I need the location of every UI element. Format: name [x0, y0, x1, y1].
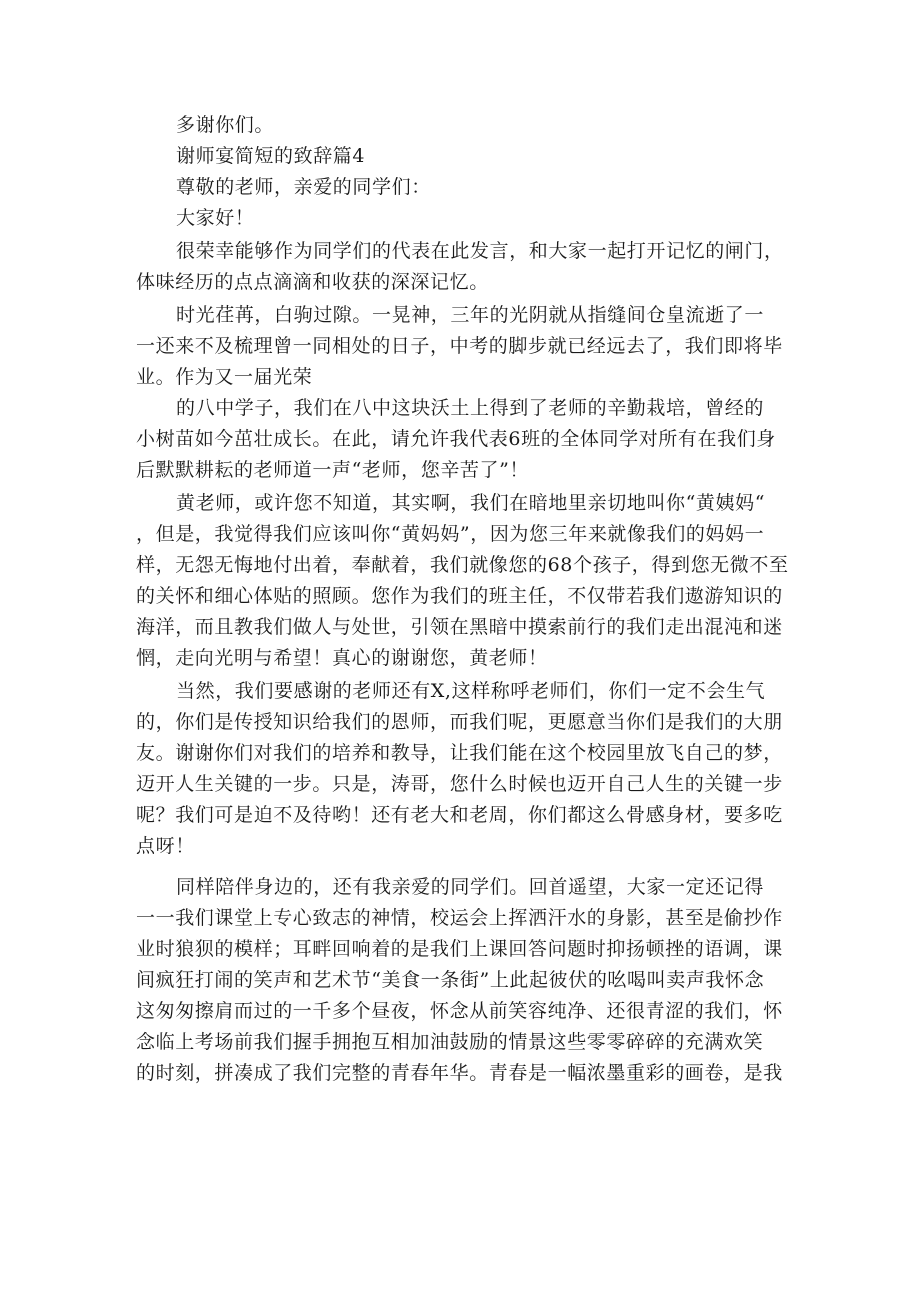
- paragraph-line: 的时刻，拼凑成了我们完整的青春年华。青春是一幅浓墨重彩的画卷，是我: [136, 1062, 783, 1084]
- paragraph-line: 小树苗如今茁壮成长。在此，请允许我代表6班的全体同学对所有在我们身: [136, 428, 776, 450]
- paragraph-line: 多谢你们。: [176, 114, 275, 136]
- paragraph-line: 时光荏苒，白驹过隙。一晃神，三年的光阴就从指缝间仓皇流逝了一: [176, 304, 765, 326]
- paragraph-line: 的关怀和细心体贴的照顾。您作为我们的班主任，不仅带若我们遨游知识的: [136, 585, 783, 607]
- paragraph-line: 间疯狂打闹的笑声和艺术节“美食一条街”上此起彼伏的吆喝叫卖声我怀念: [136, 969, 765, 991]
- paragraph-line: 的八中学子，我们在八中这块沃土上得到了老师的辛勤栽培，曾经的: [176, 397, 765, 419]
- paragraph-line: 业时狼狈的模样；耳畔回响着的是我们上课回答问题时抑扬顿挫的语调，课: [136, 938, 783, 960]
- paragraph-line: 点呀！: [136, 835, 195, 857]
- paragraph-line: 迈开人生关键的一步。只是，涛哥，您什么时候也迈开自己人生的关键一步: [136, 773, 783, 795]
- paragraph-line: 一还来不及梳理曾一同相处的日子，中考的脚步就已经远去了，我们即将毕: [136, 335, 783, 357]
- paragraph-line: 的，你们是传授知识给我们的恩师，而我们呢，更愿意当你们是我们的大朋: [136, 711, 783, 733]
- paragraph-line: 样，无怨无悔地付出着，奉献着，我们就像您的68个孩子，得到您无微不至: [136, 554, 789, 576]
- paragraph-line: 黄老师，或许您不知道，其实啊，我们在暗地里亲切地叫你“黄姨妈“: [176, 492, 766, 514]
- section-heading: 谢师宴简短的致辞篇4: [176, 145, 366, 167]
- salutation: 尊敬的老师，亲爱的同学们：: [176, 176, 431, 198]
- paragraph-line: 很荣幸能够作为同学们的代表在此发言，和大家一起打开记忆的闸门，: [176, 240, 784, 262]
- paragraph-line: 海洋，而且教我们做人与处世，引领在黑暗中摸索前行的我们走出混沌和迷: [136, 616, 783, 638]
- paragraph-line: 这匆匆擦肩而过的一千多个昼夜，怀念从前笑容纯净、还很青涩的我们，怀: [136, 1000, 783, 1022]
- paragraph-line: 当然，我们要感谢的老师还有X,这样称呼老师们，你们一定不会生气: [176, 680, 766, 702]
- paragraph-line: 同样陪伴身边的，还有我亲爱的同学们。回首遥望，大家一定还记得: [176, 876, 765, 898]
- paragraph-line: ，但是，我觉得我们应该叫你“黄妈妈”，因为您三年来就像我们的妈妈一: [136, 523, 765, 545]
- paragraph-line: 惘，走向光明与希望！真心的谢谢您，黄老师！: [136, 647, 548, 669]
- paragraph-line: 友。谢谢你们对我们的培养和教导，让我们能在这个校园里放飞自己的梦，: [136, 742, 783, 764]
- paragraph-line: 一一我们课堂上专心致志的神情，校运会上挥洒汗水的身影，甚至是偷抄作: [136, 907, 783, 929]
- paragraph-line: 念临上考场前我们握手拥抱互相加油鼓励的情景这些零零碎碎的充满欢笑: [136, 1031, 764, 1053]
- paragraph-line: 后默默耕耘的老师道一声“老师，您辛苦了”！: [136, 459, 530, 481]
- paragraph-line: 呢？我们可是迫不及待哟！还有老大和老周，你们都这么骨感身材，要多吃: [136, 804, 783, 826]
- paragraph-line: 体味经历的点点滴滴和收获的深深记忆。: [136, 271, 489, 293]
- paragraph-line: 业。作为又一届光荣: [136, 366, 313, 388]
- greeting: 大家好！: [176, 207, 255, 229]
- document-body: [136, 110, 792, 1089]
